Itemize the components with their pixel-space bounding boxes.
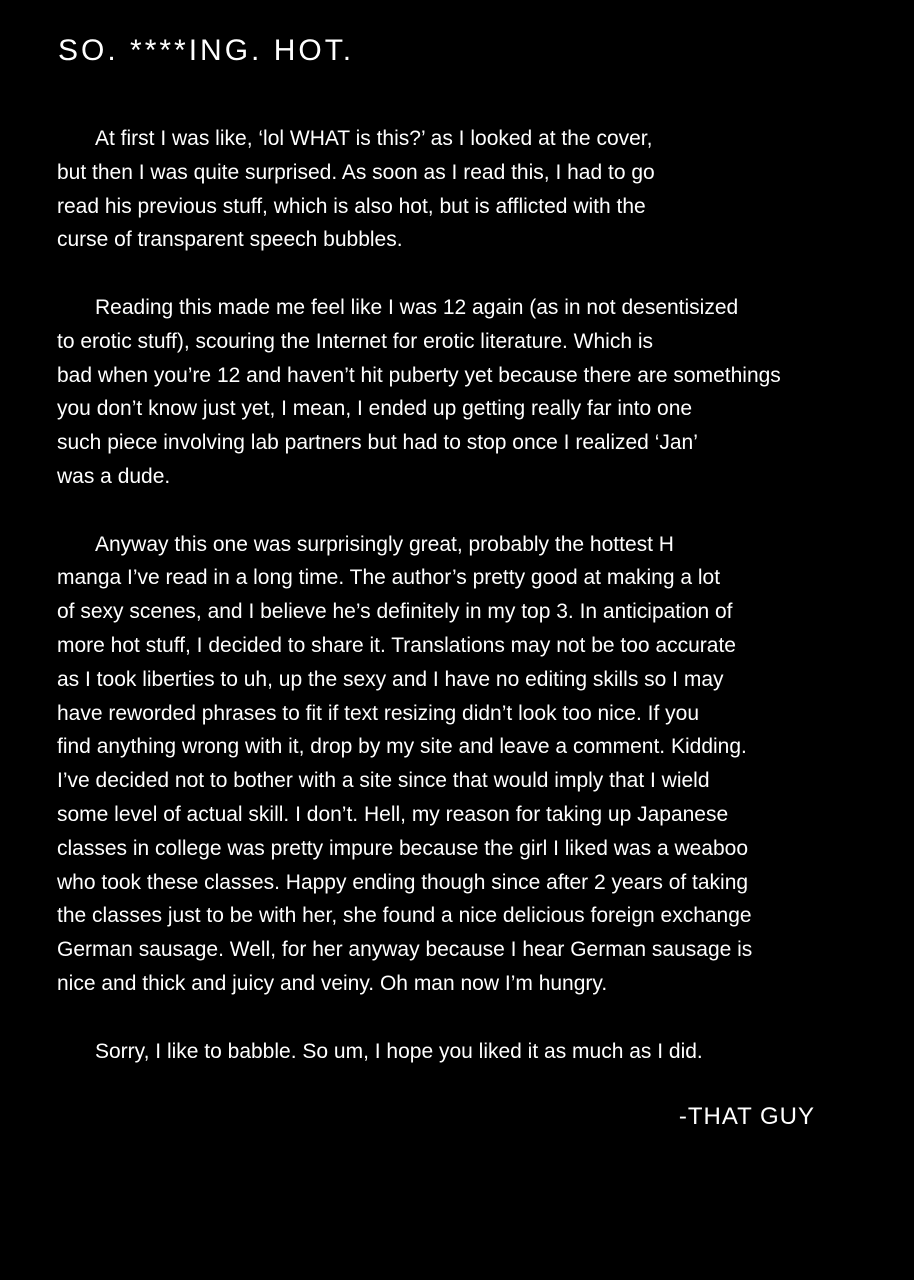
paragraph bbox=[57, 528, 904, 1001]
text-line: Sorry, I like to babble. So um, I hope you liked it as much as I did. bbox=[95, 1039, 703, 1063]
paragraph bbox=[57, 122, 904, 257]
signature: -THAT GUY bbox=[678, 1103, 815, 1130]
text-line: more hot stuff, I decided to share it. Translations may not be too accurate bbox=[57, 633, 736, 657]
text-line: to erotic stuff), scouring the Internet for erotic literature. Which is bbox=[57, 329, 654, 353]
text-line: classes in college was pretty impure because the girl I liked was a weaboo bbox=[57, 836, 749, 860]
text-line: who took these classes. Happy ending though since after 2 years of taking bbox=[57, 870, 749, 894]
text-line: German sausage. Well, for her anyway because I hear German sausage is bbox=[57, 938, 753, 962]
text-line: you don’t know just yet, I mean, I ended up getting really far into one bbox=[57, 397, 693, 421]
paragraph bbox=[57, 291, 904, 494]
text-line: read his previous stuff, which is also hot, but is afflicted with the bbox=[57, 194, 646, 218]
text-line: find anything wrong with it, drop by my site and leave a comment. Kidding. bbox=[57, 735, 747, 759]
text-line: bad when you’re 12 and haven’t hit puberty yet because there are somethings bbox=[57, 363, 781, 387]
text-line: At first I was like, ‘lol WHAT is this?’ as I looked at the cover, bbox=[95, 127, 653, 150]
text-line: of sexy scenes, and I believe he’s definitely in my top 3. In anticipation of bbox=[57, 600, 733, 624]
text-line: I’ve decided not to bother with a site since that would imply that I wield bbox=[57, 769, 710, 793]
text-line: Reading this made me feel like I was 12 again (as in not desentisized bbox=[95, 295, 739, 319]
paragraph bbox=[57, 1035, 904, 1069]
page-title: SO. ****ING. HOT. bbox=[58, 34, 355, 67]
text-line: nice and thick and juicy and veiny. Oh man now I’m hungry. bbox=[57, 971, 608, 995]
text-line: as I took liberties to uh, up the sexy and I have no editing skills so I may bbox=[57, 667, 724, 691]
text-line: manga I’ve read in a long time. The author’s pretty good at making a lot bbox=[57, 566, 721, 590]
text-line: Anyway this one was surprisingly great, probably the hottest H bbox=[95, 532, 674, 556]
note-body bbox=[57, 122, 904, 1102]
text-line: some level of actual skill. I don’t. Hell, my reason for taking up Japanese bbox=[57, 802, 729, 826]
text-line: curse of transparent speech bubbles. bbox=[57, 228, 403, 252]
text-line: was a dude. bbox=[57, 464, 171, 488]
text-line: such piece involving lab partners but had to stop once I realized ‘Jan’ bbox=[57, 431, 698, 455]
text-line: but then I was quite surprised. As soon as I read this, I had to go bbox=[57, 160, 655, 184]
text-line: the classes just to be with her, she found a nice delicious foreign exchange bbox=[57, 904, 752, 928]
text-line: have reworded phrases to fit if text resizing didn’t look too nice. If you bbox=[57, 701, 700, 725]
